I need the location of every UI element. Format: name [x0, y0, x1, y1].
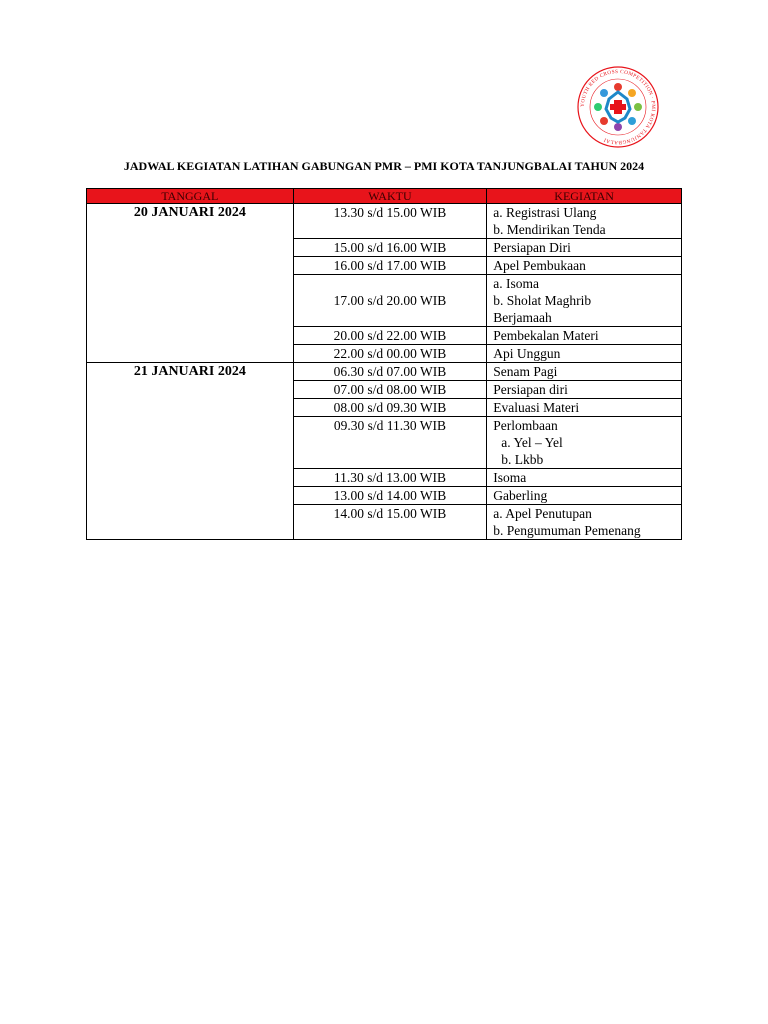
time-cell: 16.00 s/d 17.00 WIB	[293, 257, 487, 275]
pmr-logo	[575, 64, 661, 150]
activity-line: Apel Pembukaan	[493, 258, 586, 273]
activity-cell	[487, 505, 682, 540]
activity-cell	[487, 487, 682, 505]
activity-line: Persiapan diri	[493, 382, 568, 397]
time-cell: 15.00 s/d 16.00 WIB	[293, 239, 487, 257]
activity-cell	[487, 417, 682, 469]
activity-line: Berjamaah	[493, 310, 552, 325]
activity-line: a. Registrasi Ulang	[493, 205, 597, 220]
activity-line: Pembekalan Materi	[493, 328, 599, 343]
time-cell: 13.30 s/d 15.00 WIB	[293, 204, 487, 239]
table-row	[87, 363, 682, 381]
people-circle-icon	[594, 83, 642, 131]
header-tanggal: TANGGAL	[87, 189, 294, 204]
activity-line: a. Apel Penutupan	[493, 506, 592, 521]
header-waktu: WAKTU	[293, 189, 487, 204]
time-cell: 17.00 s/d 20.00 WIB	[293, 275, 487, 327]
activity-line: b. Pengumuman Pemenang	[493, 523, 641, 538]
activity-cell	[487, 381, 682, 399]
table-row	[87, 204, 682, 239]
time-cell: 08.00 s/d 09.30 WIB	[293, 399, 487, 417]
date-cell: 20 JANUARI 2024	[87, 204, 294, 363]
time-cell: 13.00 s/d 14.00 WIB	[293, 487, 487, 505]
activity-line: Evaluasi Materi	[493, 400, 580, 415]
activity-cell	[487, 275, 682, 327]
logo-ring-text: YOUTH RED CROSS COMPETITION · PMI KOTA TANJUNGBALAI	[579, 68, 657, 146]
document-title: JADWAL KEGIATAN LATIHAN GABUNGAN PMR – PMI KOTA TANJUNGBALAI TAHUN 2024	[123, 159, 645, 173]
activity-line: Persiapan Diri	[493, 240, 571, 255]
activity-line: Gaberling	[493, 488, 548, 503]
time-cell: 11.30 s/d 13.00 WIB	[293, 469, 487, 487]
activity-cell	[487, 399, 682, 417]
activity-line: b. Mendirikan Tenda	[493, 222, 606, 237]
activity-cell	[487, 345, 682, 363]
activity-cell	[487, 363, 682, 381]
activity-line: Isoma	[493, 470, 527, 485]
time-cell: 14.00 s/d 15.00 WIB	[293, 505, 487, 540]
activity-cell	[487, 327, 682, 345]
time-cell: 20.00 s/d 22.00 WIB	[293, 327, 487, 345]
header-kegiatan: KEGIATAN	[487, 189, 682, 204]
activity-line: Api Unggun	[493, 346, 561, 361]
activity-cell	[487, 469, 682, 487]
activity-line: Perlombaan	[493, 418, 558, 433]
date-cell: 21 JANUARI 2024	[87, 363, 294, 540]
activity-line: Senam Pagi	[493, 364, 558, 379]
time-cell: 06.30 s/d 07.00 WIB	[293, 363, 487, 381]
activity-cell	[487, 204, 682, 239]
schedule-table	[86, 188, 682, 540]
time-cell: 07.00 s/d 08.00 WIB	[293, 381, 487, 399]
activity-line: b. Lkbb	[501, 452, 544, 467]
time-cell: 22.00 s/d 00.00 WIB	[293, 345, 487, 363]
activity-cell	[487, 257, 682, 275]
activity-cell	[487, 239, 682, 257]
time-cell: 09.30 s/d 11.30 WIB	[293, 417, 487, 469]
table-header-row	[87, 189, 682, 204]
activity-line: b. Sholat Maghrib	[493, 293, 592, 308]
activity-line: a. Isoma	[493, 276, 539, 291]
activity-line: a. Yel – Yel	[501, 435, 563, 450]
